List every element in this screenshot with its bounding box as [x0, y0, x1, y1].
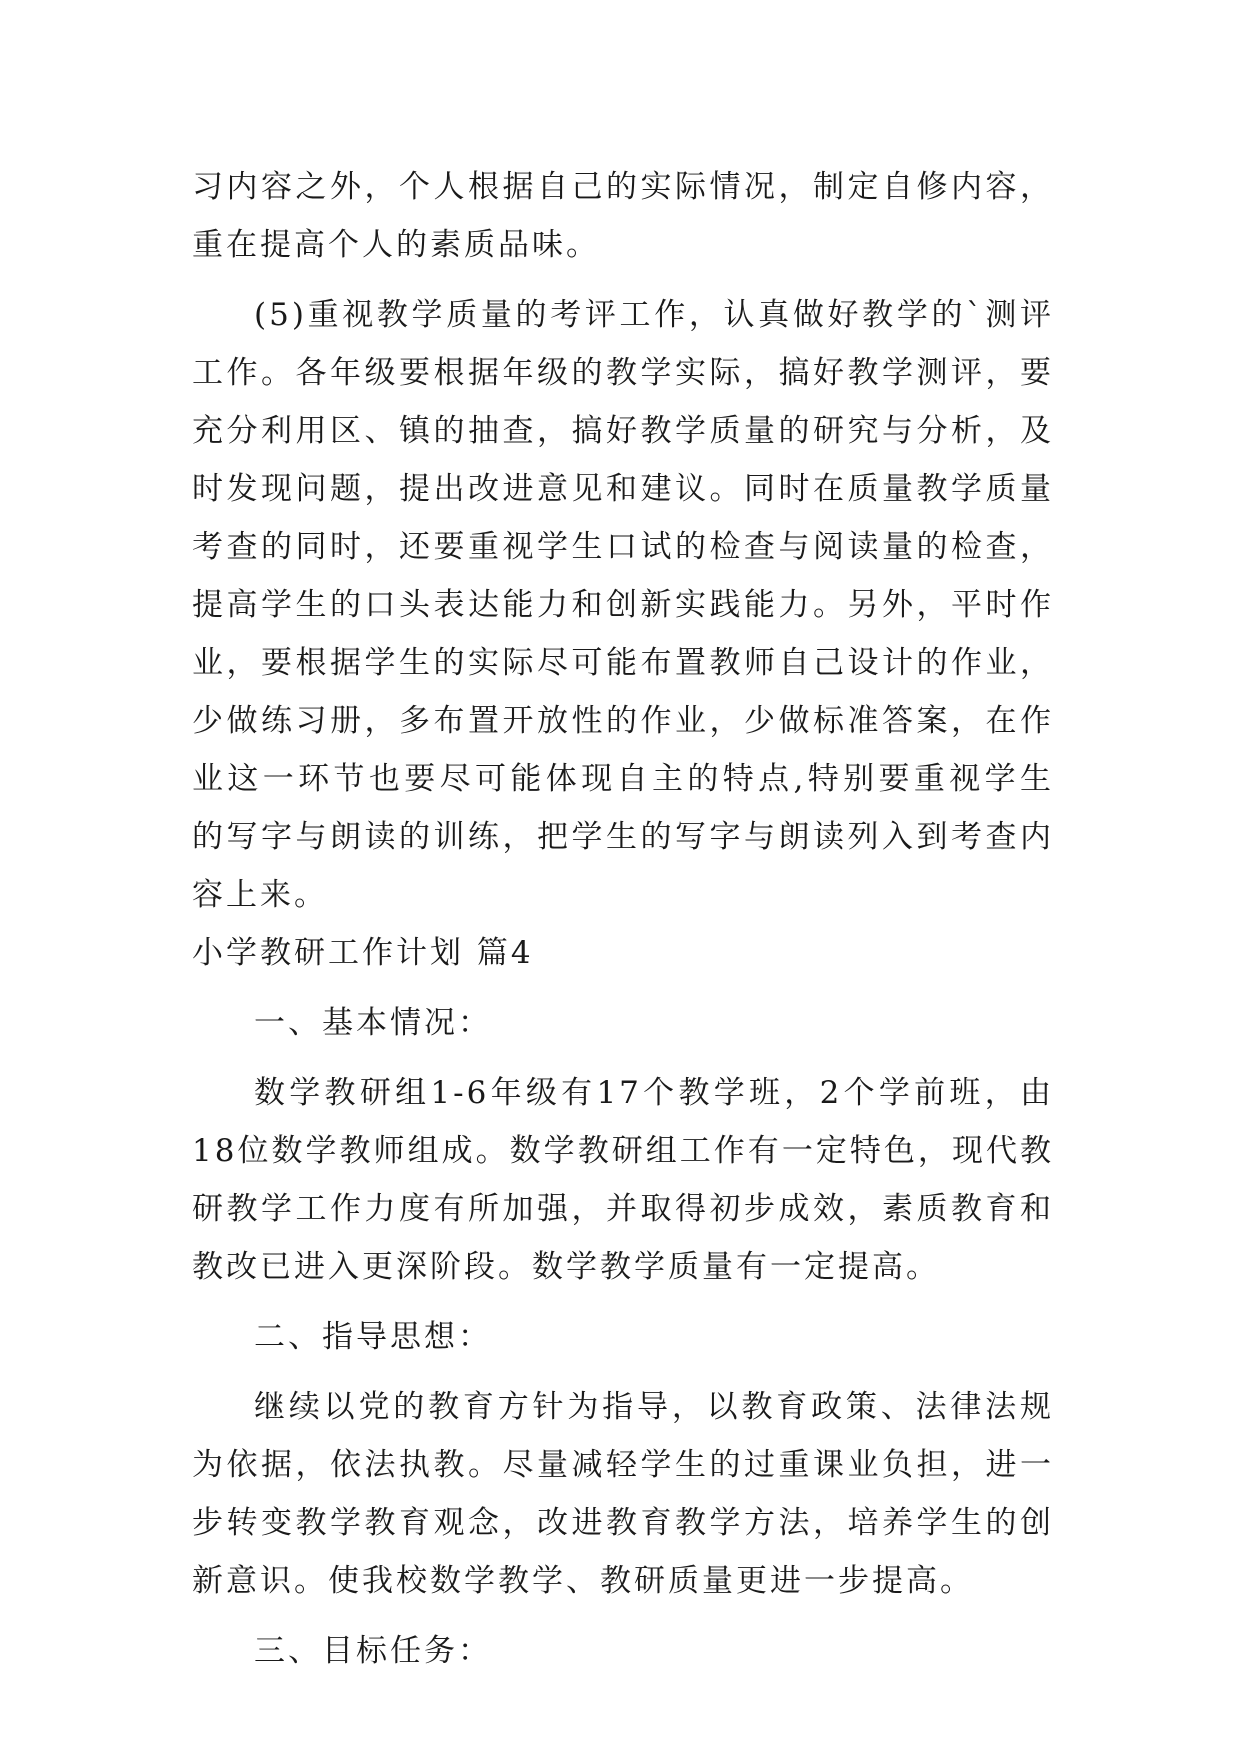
- paragraph-guiding-ideology: 继续以党的教育方针为指导，以教育政策、法律法规为依据，依法执教。尽量减轻学生的过重课业负担，进一步转变教学教育观念，改进教育教学方法，培养学生的创新意识。使我校数学教学、教研质量更进一步提高。: [192, 1389, 1054, 1599]
- paragraph-basic-situation: 数学教研组1-6年级有17个教学班，2个学前班，由18位数学教师组成。数学教研组工作有一定特色，现代教研教学工作力度有所加强，并取得初步成效，素质教育和教改已进入更深阶段。数学教学质量有一定提高。: [192, 1075, 1054, 1285]
- subheading-guiding-ideology: 二、指导思想：: [254, 1319, 492, 1355]
- subheading-basic-situation: 一、基本情况：: [254, 1005, 492, 1041]
- paragraph-continuation: 习内容之外，个人根据自己的实际情况，制定自修内容，重在提高个人的素质品味。: [192, 169, 1054, 263]
- subheading-goals-tasks: 三、目标任务：: [254, 1633, 492, 1669]
- paragraph-quality-evaluation: (5)重视教学质量的考评工作，认真做好教学的`测评工作。各年级要根据年级的教学实际，搞好教学测评，要充分利用区、镇的抽查，搞好教学质量的研究与分析，及时发现问题，提出改进意见和建议。同时在质量教学质量考查的同时，还要重视学生口试的检查与阅读量的检查，提高学生的口头表达能力和创新实践能力。另外，平时作业，要根据学生的实际尽可能布置教师自己设计的作业，少做练习册，多布置开放性的作业，少做标准答案，在作业这一环节也要尽可能体现自主的特点,特别要重视学生的写字与朗读的训练，把学生的写字与朗读列入到考查内容上来。: [192, 297, 1054, 913]
- document-body: [192, 158, 1054, 1680]
- section-title: 小学教研工作计划 篇4: [192, 935, 534, 971]
